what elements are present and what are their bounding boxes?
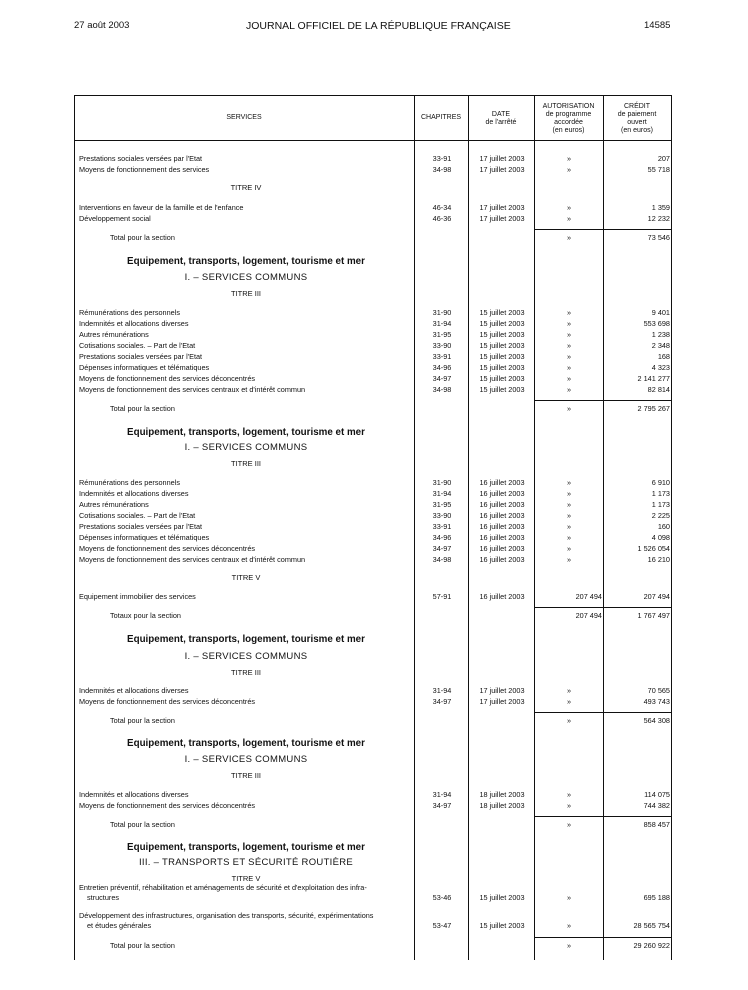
credit-cell: 12 232 xyxy=(647,214,670,223)
credit-cell: 2 141 277 xyxy=(637,374,670,383)
chapitre-cell: 33-91 xyxy=(432,154,452,163)
col-header-date: DATE de l'arrêté xyxy=(485,111,517,126)
row-label-line2: structures xyxy=(87,892,421,903)
autorisation-cell: » xyxy=(566,233,572,242)
titre-heading: TITRE III xyxy=(231,771,261,780)
credit-cell: 6 910 xyxy=(651,478,670,487)
chapitre-cell: 31-95 xyxy=(432,330,452,339)
autorisation-cell: » xyxy=(566,820,572,829)
credit-cell: 564 308 xyxy=(643,716,670,725)
autorisation-cell: » xyxy=(566,921,572,930)
autorisation-cell: 207 494 xyxy=(575,592,602,601)
col-header-chapitres: CHAPITRES xyxy=(420,114,462,121)
autorisation-cell: » xyxy=(566,363,572,372)
credit-cell: 70 565 xyxy=(647,686,670,695)
row-label: Equipement immobilier des services xyxy=(79,591,413,602)
ministry-heading: Equipement, transports, logement, tourisme et mer xyxy=(127,842,365,853)
row-label: Développement social xyxy=(79,213,413,224)
date-cell: 15 juillet 2003 xyxy=(479,893,525,902)
autorisation-cell: » xyxy=(566,330,572,339)
credit-cell: 1 359 xyxy=(651,203,670,212)
col-header-autorisation: AUTORISATION de programme accordée (en euros) xyxy=(542,103,595,134)
col-header-services: SERVICES xyxy=(226,114,262,121)
chapitre-cell: 31-94 xyxy=(432,790,452,799)
total-row xyxy=(0,232,748,243)
row-label: Moyens de fonctionnement des services déconcentrés xyxy=(79,800,413,811)
chapitre-cell: 57-91 xyxy=(432,592,452,601)
ministry-heading: Equipement, transports, logement, tourisme et mer xyxy=(127,256,365,267)
date-cell: 17 juillet 2003 xyxy=(479,165,525,174)
credit-cell: 160 xyxy=(657,522,670,531)
page-number: 14585 xyxy=(644,20,671,31)
autorisation-cell: » xyxy=(566,801,572,810)
chapitre-cell: 31-90 xyxy=(432,478,452,487)
date-cell: 17 juillet 2003 xyxy=(479,697,525,706)
date-cell: 15 juillet 2003 xyxy=(479,308,525,317)
row-label: Autres rémunérations xyxy=(79,499,413,510)
date-cell: 16 juillet 2003 xyxy=(479,533,525,542)
autorisation-cell: » xyxy=(566,374,572,383)
table-row xyxy=(0,384,748,395)
row-label: Total pour la section xyxy=(110,715,444,726)
row-label: Moyens de fonctionnement des services déconcentrés xyxy=(79,543,413,554)
table-row xyxy=(0,351,748,362)
chapitre-cell: 46-36 xyxy=(432,214,452,223)
titre-heading: TITRE III xyxy=(231,289,261,298)
autorisation-cell: » xyxy=(566,893,572,902)
titre-heading: TITRE V xyxy=(231,573,261,582)
credit-cell: 28 565 754 xyxy=(633,921,670,930)
table-row xyxy=(0,510,748,521)
autorisation-cell: » xyxy=(566,214,572,223)
autorisation-cell: » xyxy=(566,478,572,487)
table-row xyxy=(0,329,748,340)
credit-cell: 2 225 xyxy=(651,511,670,520)
total-row xyxy=(0,940,748,951)
section-heading: I. – SERVICES COMMUNS xyxy=(184,651,308,662)
credit-cell: 16 210 xyxy=(647,555,670,564)
chapitre-cell: 46-34 xyxy=(432,203,452,212)
titre-heading: TITRE IV xyxy=(230,183,262,192)
autorisation-cell: » xyxy=(566,203,572,212)
autorisation-cell: » xyxy=(566,404,572,413)
row-label: Moyens de fonctionnement des services centraux et d'intérêt commun xyxy=(79,384,413,395)
credit-cell: 55 718 xyxy=(647,165,670,174)
credit-cell: 1 173 xyxy=(651,500,670,509)
date-cell: 17 juillet 2003 xyxy=(479,154,525,163)
credit-cell: 9 401 xyxy=(651,308,670,317)
section-heading: I. – SERVICES COMMUNS xyxy=(184,272,308,283)
chapitre-cell: 33-90 xyxy=(432,341,452,350)
chapitre-cell: 31-94 xyxy=(432,686,452,695)
autorisation-cell: » xyxy=(566,511,572,520)
row-label: Autres rémunérations xyxy=(79,329,413,340)
date-cell: 17 juillet 2003 xyxy=(479,214,525,223)
col-header-credit: CRÉDIT de paiement ouvert (en euros) xyxy=(617,103,657,134)
autorisation-cell: » xyxy=(566,522,572,531)
autorisation-cell: » xyxy=(566,533,572,542)
row-label: Rémunérations des personnels xyxy=(79,307,413,318)
credit-cell: 168 xyxy=(657,352,670,361)
total-row xyxy=(0,715,748,726)
chapitre-cell: 33-91 xyxy=(432,352,452,361)
chapitre-cell: 31-94 xyxy=(432,489,452,498)
credit-cell: 553 698 xyxy=(643,319,670,328)
chapitre-cell: 34-98 xyxy=(432,385,452,394)
chapitre-cell: 34-98 xyxy=(432,165,452,174)
date-cell: 15 juillet 2003 xyxy=(479,330,525,339)
date-cell: 18 juillet 2003 xyxy=(479,790,525,799)
total-row xyxy=(0,610,748,621)
autorisation-cell: » xyxy=(566,154,572,163)
date-cell: 15 juillet 2003 xyxy=(479,363,525,372)
table-row xyxy=(0,685,748,696)
date-cell: 15 juillet 2003 xyxy=(479,385,525,394)
credit-cell: 82 814 xyxy=(647,385,670,394)
credit-cell: 695 188 xyxy=(643,893,670,902)
date-cell: 16 juillet 2003 xyxy=(479,489,525,498)
row-label: Indemnités et allocations diverses xyxy=(79,685,413,696)
row-label: Cotisations sociales. – Part de l'Etat xyxy=(79,510,413,521)
row-label: Indemnités et allocations diverses xyxy=(79,318,413,329)
credit-cell: 4 323 xyxy=(651,363,670,372)
ministry-heading: Equipement, transports, logement, tourisme et mer xyxy=(127,738,365,749)
row-label: Prestations sociales versées par l'Etat xyxy=(79,521,413,532)
table-row xyxy=(0,789,748,800)
row-label: Indemnités et allocations diverses xyxy=(79,789,413,800)
date-cell: 15 juillet 2003 xyxy=(479,319,525,328)
table-row xyxy=(0,477,748,488)
table-row xyxy=(0,340,748,351)
autorisation-cell: » xyxy=(566,686,572,695)
table-row xyxy=(0,318,748,329)
table-row xyxy=(0,554,748,565)
autorisation-cell: » xyxy=(566,697,572,706)
chapitre-cell: 53-46 xyxy=(432,893,452,902)
chapitre-cell: 34-96 xyxy=(432,533,452,542)
row-label: Prestations sociales versées par l'Etat xyxy=(79,153,413,164)
table-row xyxy=(0,153,748,164)
row-label: Prestations sociales versées par l'Etat xyxy=(79,351,413,362)
credit-cell: 4 098 xyxy=(651,533,670,542)
date-cell: 17 juillet 2003 xyxy=(479,203,525,212)
date-cell: 18 juillet 2003 xyxy=(479,801,525,810)
row-label: Moyens de fonctionnement des services déconcentrés xyxy=(79,696,413,707)
table-row xyxy=(0,883,748,903)
date-cell: 15 juillet 2003 xyxy=(479,374,525,383)
table-row xyxy=(0,911,748,931)
chapitre-cell: 33-91 xyxy=(432,522,452,531)
chapitre-cell: 33-90 xyxy=(432,511,452,520)
table-row xyxy=(0,488,748,499)
total-row xyxy=(0,819,748,830)
page-date: 27 août 2003 xyxy=(74,20,130,31)
autorisation-cell: » xyxy=(566,385,572,394)
credit-cell: 744 382 xyxy=(643,801,670,810)
date-cell: 16 juillet 2003 xyxy=(479,511,525,520)
autorisation-cell: » xyxy=(566,555,572,564)
table-row xyxy=(0,362,748,373)
date-cell: 15 juillet 2003 xyxy=(479,921,525,930)
credit-cell: 114 075 xyxy=(644,790,670,799)
chapitre-cell: 34-98 xyxy=(432,555,452,564)
chapitre-cell: 53-47 xyxy=(432,921,452,930)
table-row xyxy=(0,202,748,213)
chapitre-cell: 34-96 xyxy=(432,363,452,372)
titre-heading: TITRE V xyxy=(231,874,261,883)
titre-heading: TITRE III xyxy=(231,668,261,677)
row-label: Rémunérations des personnels xyxy=(79,477,413,488)
credit-cell: 207 494 xyxy=(643,592,670,601)
row-label: Dépenses informatiques et télématiques xyxy=(79,532,413,543)
row-label: Interventions en faveur de la famille et de l'enfance xyxy=(79,202,413,213)
table-row xyxy=(0,521,748,532)
row-label-line1: Développement des infrastructures, organisation des transports, sécurité, expérimentations xyxy=(79,911,374,920)
credit-cell: 2 795 267 xyxy=(637,404,670,413)
autorisation-cell: » xyxy=(566,165,572,174)
credit-cell: 1 173 xyxy=(651,489,670,498)
table-row xyxy=(0,373,748,384)
autorisation-cell: » xyxy=(566,790,572,799)
row-label: Moyens de fonctionnement des services déconcentrés xyxy=(79,373,413,384)
date-cell: 15 juillet 2003 xyxy=(479,352,525,361)
credit-cell: 2 348 xyxy=(651,341,670,350)
chapitre-cell: 34-97 xyxy=(432,697,452,706)
chapitre-cell: 31-94 xyxy=(432,319,452,328)
date-cell: 16 juillet 2003 xyxy=(479,544,525,553)
date-cell: 16 juillet 2003 xyxy=(479,478,525,487)
credit-cell: 858 457 xyxy=(643,820,670,829)
total-row xyxy=(0,403,748,414)
row-label: Total pour la section xyxy=(110,403,444,414)
journal-title: JOURNAL OFFICIEL DE LA RÉPUBLIQUE FRANÇAISE xyxy=(246,20,511,32)
table-row xyxy=(0,307,748,318)
table-row xyxy=(0,591,748,602)
autorisation-cell: » xyxy=(566,319,572,328)
row-label-line1: Entretien préventif, réhabilitation et aménagements de sécurité et d'exploitation des infra- xyxy=(79,883,367,892)
date-cell: 16 juillet 2003 xyxy=(479,592,525,601)
autorisation-cell: » xyxy=(566,341,572,350)
table-row xyxy=(0,164,748,175)
row-label: Cotisations sociales. – Part de l'Etat xyxy=(79,340,413,351)
chapitre-cell: 34-97 xyxy=(432,544,452,553)
row-label: Dépenses informatiques et télématiques xyxy=(79,362,413,373)
section-heading: III. – TRANSPORTS ET SÉCURITÉ ROUTIÈRE xyxy=(138,857,354,868)
titre-heading: TITRE III xyxy=(231,459,261,468)
chapitre-cell: 31-90 xyxy=(432,308,452,317)
autorisation-cell: » xyxy=(566,352,572,361)
autorisation-cell: » xyxy=(566,489,572,498)
row-label: Total pour la section xyxy=(110,940,444,951)
ministry-heading: Equipement, transports, logement, tourisme et mer xyxy=(127,634,365,645)
row-label: Moyens de fonctionnement des services centraux et d'intérêt commun xyxy=(79,554,413,565)
row-label: Total pour la section xyxy=(110,819,444,830)
table-row xyxy=(0,543,748,554)
row-label: Totaux pour la section xyxy=(110,610,444,621)
credit-cell: 1 238 xyxy=(651,330,670,339)
autorisation-cell: 207 494 xyxy=(575,611,602,620)
table-top-rule xyxy=(74,95,672,96)
header-bottom-rule xyxy=(74,140,672,141)
date-cell: 16 juillet 2003 xyxy=(479,500,525,509)
section-heading: I. – SERVICES COMMUNS xyxy=(184,442,308,453)
table-row xyxy=(0,499,748,510)
chapitre-cell: 34-97 xyxy=(432,374,452,383)
credit-cell: 207 xyxy=(657,154,670,163)
date-cell: 16 juillet 2003 xyxy=(479,555,525,564)
autorisation-cell: » xyxy=(566,500,572,509)
date-cell: 16 juillet 2003 xyxy=(479,522,525,531)
row-label: Moyens de fonctionnement des services xyxy=(79,164,413,175)
credit-cell: 1 767 497 xyxy=(637,611,670,620)
table-row xyxy=(0,532,748,543)
ministry-heading: Equipement, transports, logement, tourisme et mer xyxy=(127,427,365,438)
table-row xyxy=(0,696,748,707)
autorisation-cell: » xyxy=(566,716,572,725)
row-label: Total pour la section xyxy=(110,232,444,243)
credit-cell: 493 743 xyxy=(643,697,670,706)
date-cell: 17 juillet 2003 xyxy=(479,686,525,695)
autorisation-cell: » xyxy=(566,941,572,950)
date-cell: 15 juillet 2003 xyxy=(479,341,525,350)
table-row xyxy=(0,213,748,224)
row-label: Indemnités et allocations diverses xyxy=(79,488,413,499)
table-row xyxy=(0,800,748,811)
row-label-line2: et études générales xyxy=(87,920,421,931)
section-heading: I. – SERVICES COMMUNS xyxy=(184,754,308,765)
autorisation-cell: » xyxy=(566,544,572,553)
chapitre-cell: 34-97 xyxy=(432,801,452,810)
chapitre-cell: 31-95 xyxy=(432,500,452,509)
credit-cell: 1 526 054 xyxy=(637,544,670,553)
credit-cell: 29 260 922 xyxy=(633,941,670,950)
credit-cell: 73 546 xyxy=(647,233,670,242)
autorisation-cell: » xyxy=(566,308,572,317)
